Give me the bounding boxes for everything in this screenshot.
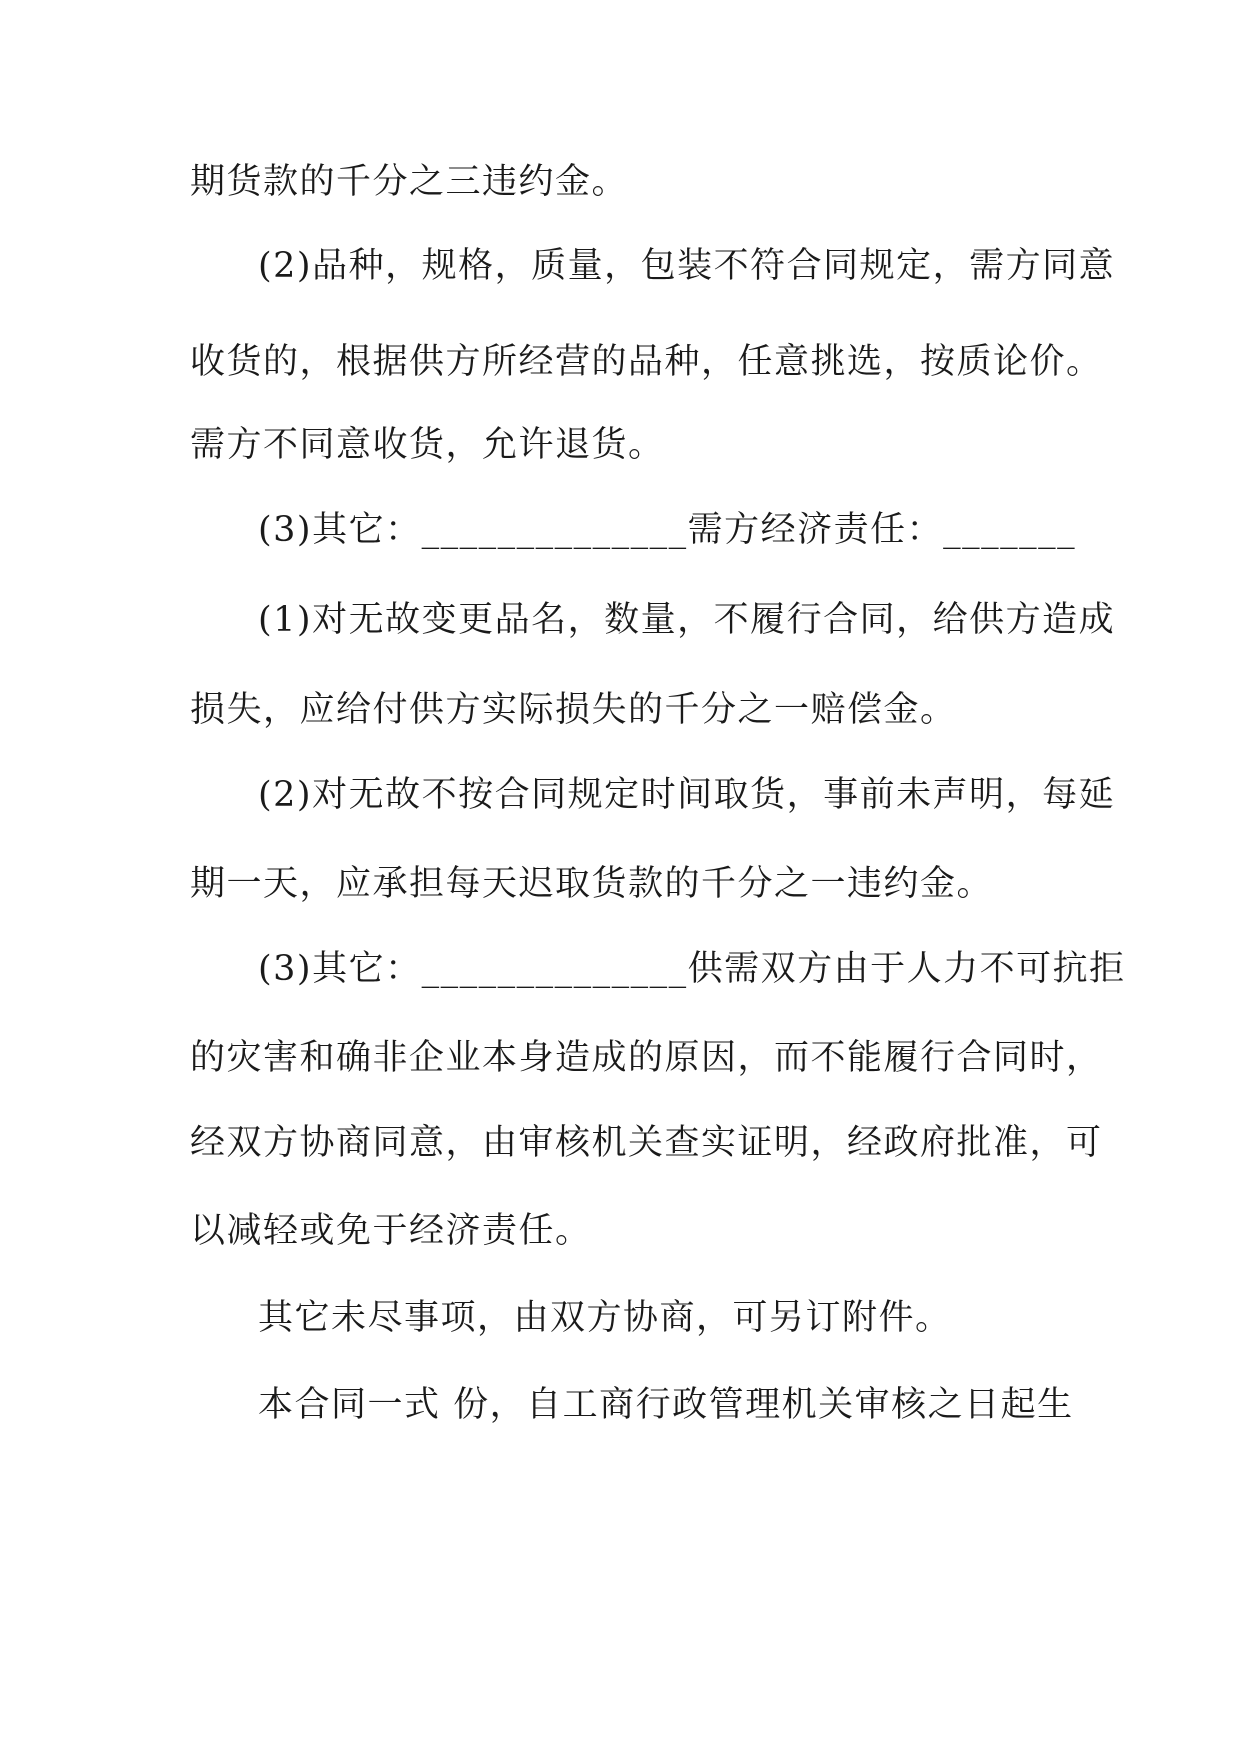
text-line-15: 本合同一式 份，自工商行政管理机关审核之日起生: [258, 1385, 1074, 1425]
text-line-12: 经双方协商同意，由审核机关查实证明，经政府批准，可: [190, 1123, 1103, 1163]
text-line-9: 期一天，应承担每天迟取货款的千分之一违约金。: [190, 864, 994, 904]
text-line-14: 其它未尽事项，由双方协商，可另订附件。: [258, 1298, 952, 1338]
text-line-2: (2)品种，规格，质量，包装不符合同规定，需方同意: [258, 246, 1116, 286]
text-line-1: 期货款的千分之三违约金。: [190, 162, 629, 202]
text-line-3: 收货的，根据供方所经营的品种，任意挑选，按质论价。: [190, 342, 1103, 382]
text-line-6: (1)对无故变更品名，数量，不履行合同，给供方造成: [258, 600, 1116, 640]
text-line-13: 以减轻或免于经济责任。: [190, 1211, 592, 1251]
text-line-4: 需方不同意收货，允许退货。: [190, 425, 665, 465]
text-line-5: (3)其它：______________需方经济责任：_______: [258, 510, 1077, 550]
text-line-7: 损失，应给付供方实际损失的千分之一赔偿金。: [190, 690, 957, 730]
text-line-8: (2)对无故不按合同规定时间取货，事前未声明，每延: [258, 775, 1116, 815]
text-line-10: (3)其它：______________供需双方由于人力不可抗拒: [258, 949, 1126, 989]
text-line-11: 的灾害和确非企业本身造成的原因，而不能履行合同时，: [190, 1038, 1103, 1078]
